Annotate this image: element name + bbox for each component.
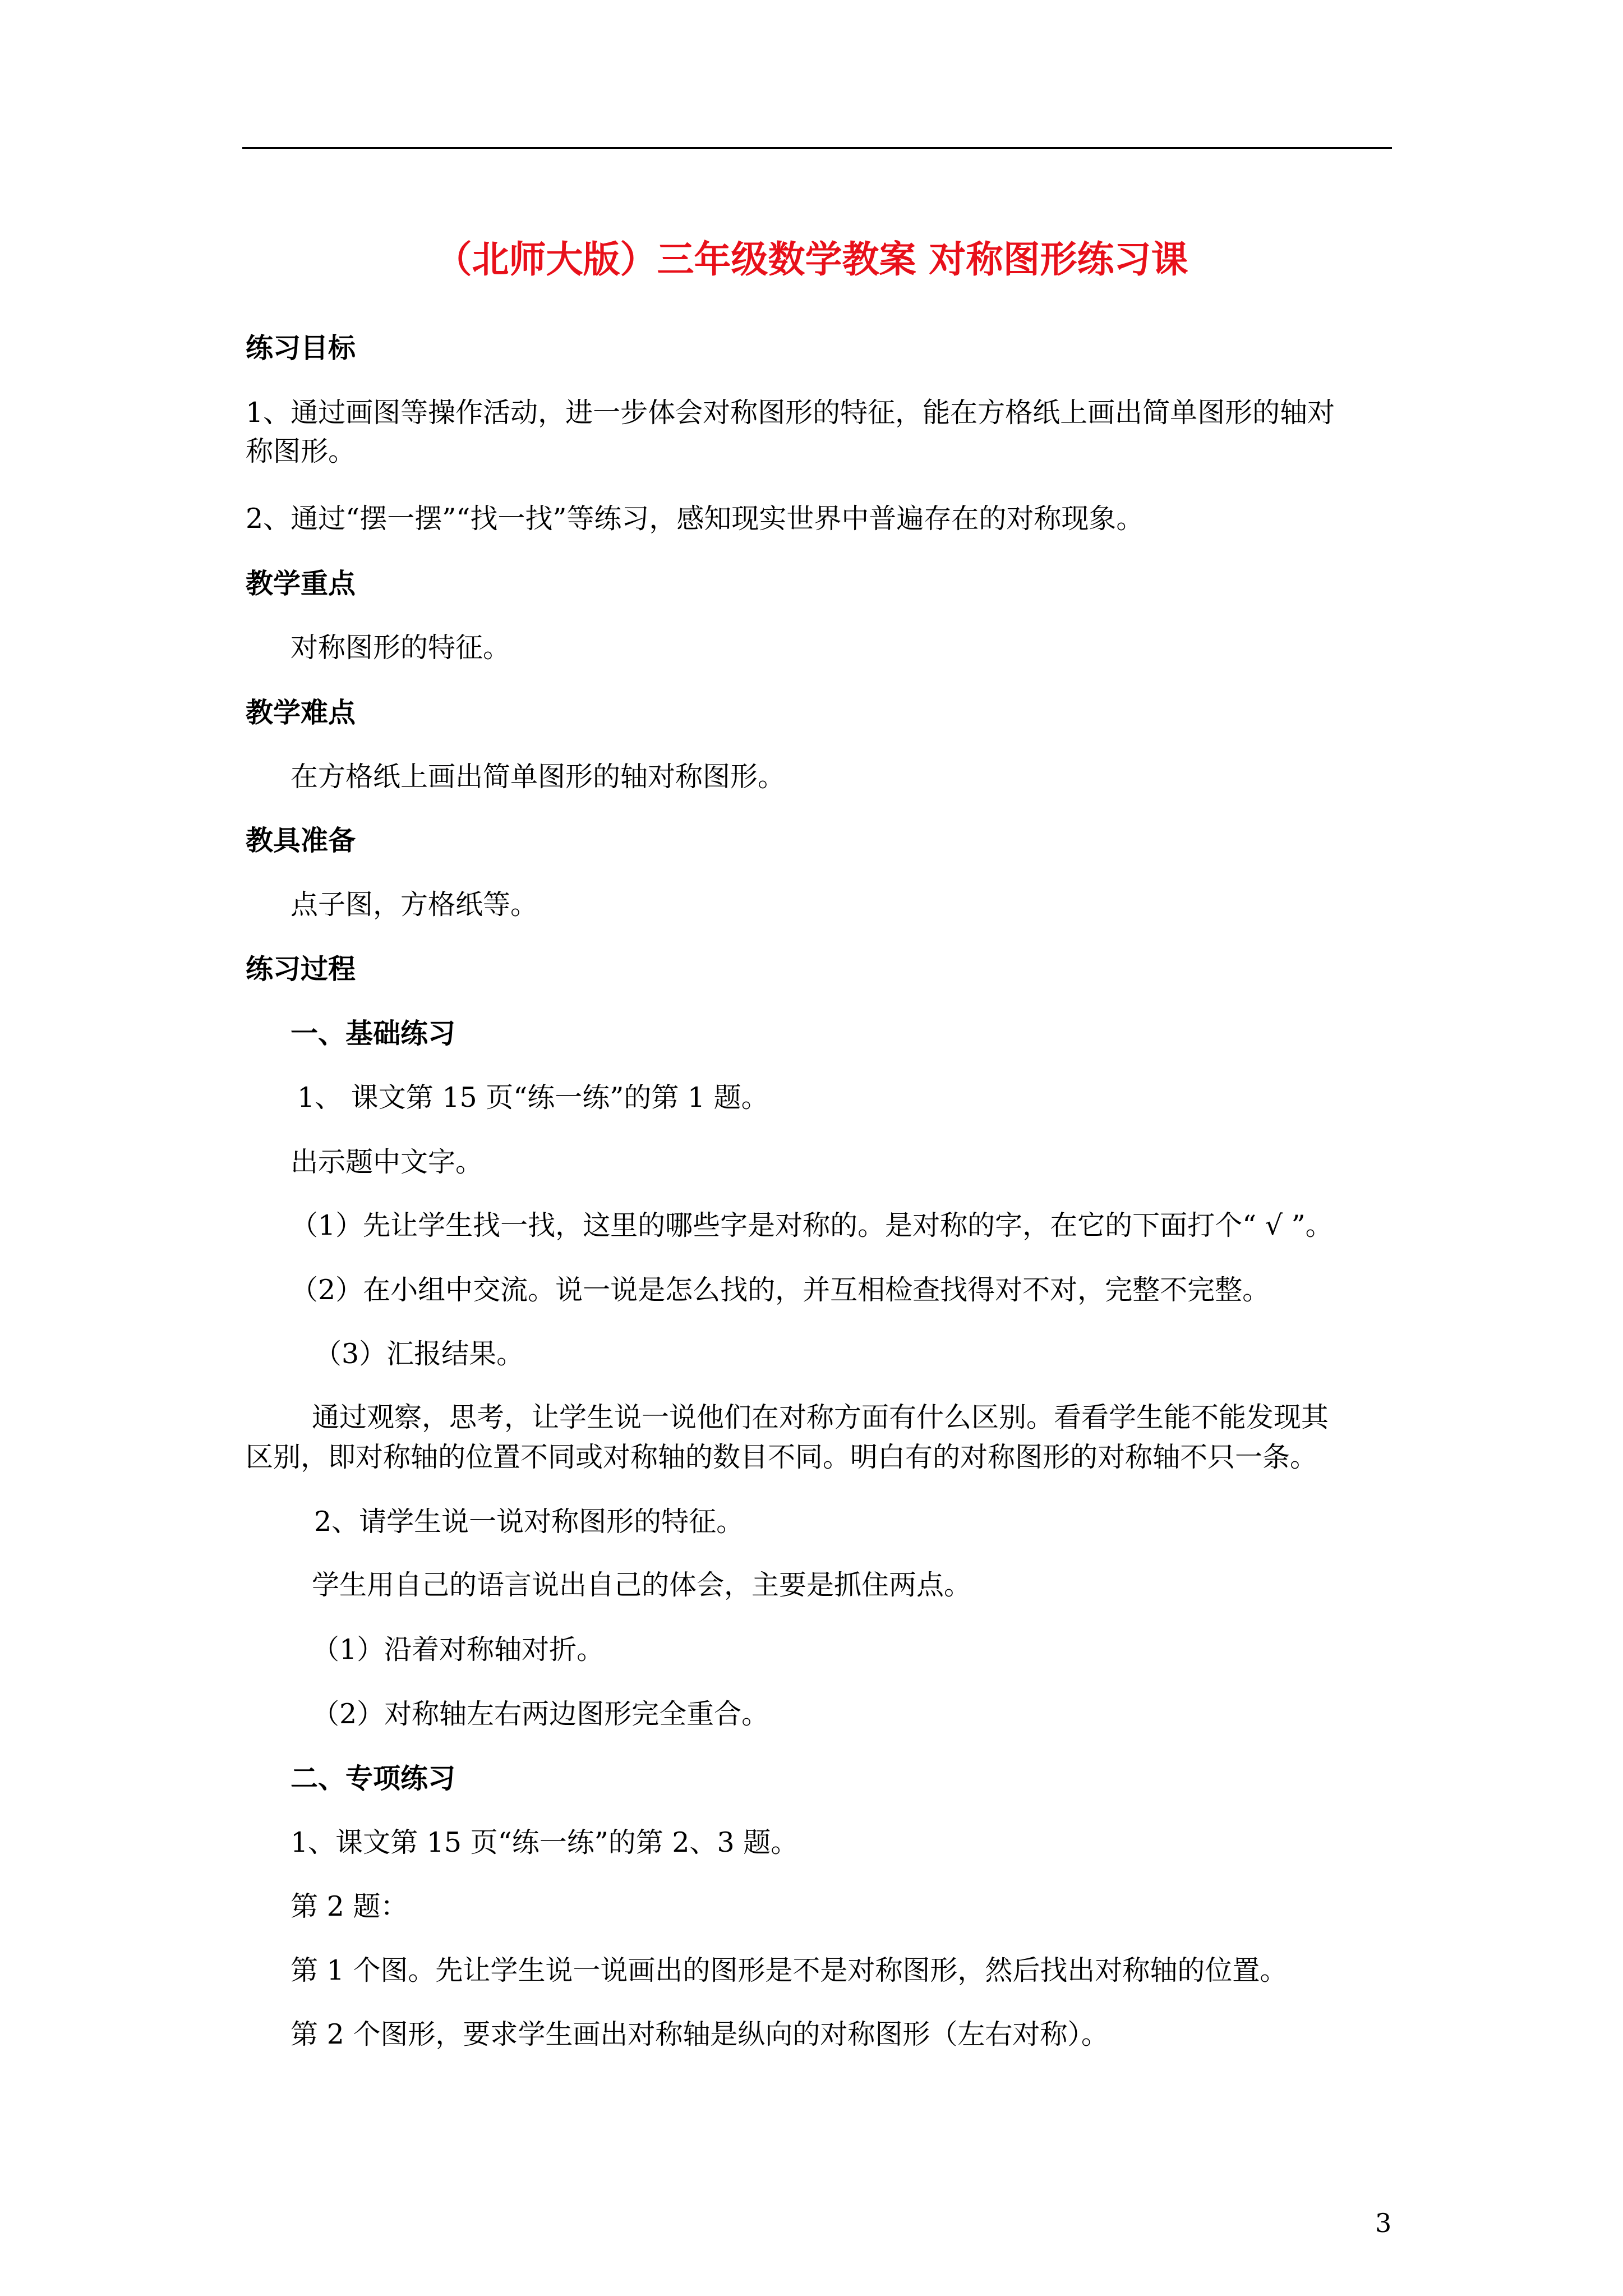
page-number: 3: [1375, 2208, 1392, 2238]
tools-heading: 教具准备: [246, 824, 356, 857]
difficulty-text: 在方格纸上画出简单图形的轴对称图形。: [291, 761, 786, 793]
part1-step-1: （1）先让学生找一找，这里的哪些字是对称的。是对称的字，在它的下面打个“ √ ”。: [291, 1209, 1333, 1241]
goal-item-1-line-1: 1、通过画图等操作活动，进一步体会对称图形的特征，能在方格纸上画出简单图形的轴对: [246, 397, 1335, 429]
part1-point-1: （1）沿着对称轴对折。: [312, 1634, 605, 1665]
part2-figure-2: 第 2 个图形，要求学生画出对称轴是纵向的对称图形（左右对称）。: [291, 2018, 1109, 2050]
part1-point-2: （2）对称轴左右两边图形完全重合。: [312, 1698, 769, 1730]
process-heading: 练习过程: [246, 953, 356, 985]
key-point-text: 对称图形的特征。: [291, 632, 511, 664]
header-rule: [242, 147, 1392, 149]
part2-figure-1: 第 1 个图。先让学生说一说画出的图形是不是对称图形，然后找出对称轴的位置。: [291, 1954, 1288, 1986]
part1-step-2: （2）在小组中交流。说一说是怎么找的，并互相检查找得对不对，完整不完整。: [291, 1274, 1270, 1306]
part1-show-text: 出示题中文字。: [291, 1146, 483, 1178]
goals-heading: 练习目标: [246, 332, 356, 364]
part1-question-2: 2、请学生说一说对称图形的特征。: [314, 1506, 744, 1538]
part1-question-1: 1、 课文第 15 页“练一练”的第 1 题。: [297, 1082, 769, 1114]
part1-answer: 学生用自己的语言说出自己的体会，主要是抓住两点。: [312, 1569, 972, 1601]
part1-paragraph-line-2: 区别，即对称轴的位置不同或对称轴的数目不同。明白有的对称图形的对称轴不只一条。: [246, 1441, 1318, 1473]
goal-item-1-line-2: 称图形。: [246, 435, 356, 467]
key-point-heading: 教学重点: [246, 567, 356, 600]
document-title: （北师大版）三年级数学教案 对称图形练习课: [435, 237, 1188, 281]
part2-question-1: 1、课文第 15 页“练一练”的第 2、3 题。: [291, 1826, 799, 1858]
part1-step-3: （3）汇报结果。: [314, 1338, 524, 1370]
tools-text: 点子图，方格纸等。: [291, 889, 538, 921]
part2-heading: 二、专项练习: [291, 1762, 456, 1795]
part2-question-2-label: 第 2 题：: [291, 1890, 408, 1922]
difficulty-heading: 教学难点: [246, 696, 356, 729]
goal-item-2: 2、通过“摆一摆”“找一找”等练习，感知现实世界中普遍存在的对称现象。: [246, 503, 1144, 535]
part1-heading: 一、基础练习: [291, 1017, 456, 1050]
part1-paragraph-line-1: 通过观察，思考，让学生说一说他们在对称方面有什么区别。看看学生能不能发现其: [312, 1401, 1329, 1433]
